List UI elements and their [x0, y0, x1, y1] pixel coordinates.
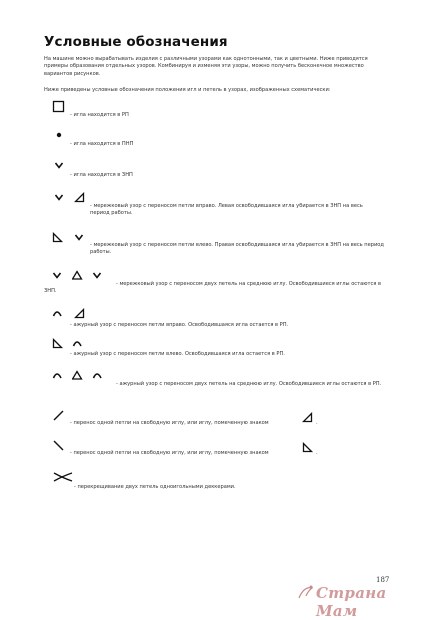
legend-text-end: .	[316, 450, 318, 456]
legend-text: - перекрещивание двух петель одноигольными деккерами.	[74, 484, 236, 490]
watermark: Страна Мам	[316, 584, 387, 620]
cross-transfer-icon	[52, 470, 74, 484]
dot-needle-icon	[54, 130, 66, 142]
legend-text-end: .	[316, 420, 318, 426]
legend-text: - ажурный узор с переносом петли влево. Освободившаяся игла остается в РП.	[70, 351, 285, 357]
transfer-triangle-right-icon	[74, 308, 86, 320]
marker-triangle-icon	[302, 412, 314, 424]
lead-paragraph: Ниже приведены условные обозначения положения игл и петель в узорах, изображенных схематически:	[44, 87, 331, 93]
legend-text: - ажурный узор с переносом петли вправо. Освободившаяся игла остается в РП.	[70, 322, 289, 328]
chevron-down-needle-icon	[54, 192, 66, 204]
lace-arc-icon	[72, 338, 84, 350]
legend-text: - мережковый узор с переносом петли вправо. Левая освободившаяся игла убирается в ЗНП на весь период работы.	[90, 203, 363, 217]
page-title: Условные обозначения	[44, 34, 228, 50]
legend-text: - мережковый узор с переносом петли влево. Правая освободившаяся игла убирается в ЗНП на весь период работы.	[90, 242, 384, 256]
transfer-triangle-left-icon	[52, 338, 64, 350]
stork-logo-icon	[296, 582, 316, 602]
legend-text: - ажурный узор с переносом двух петель на среднюю иглу. Освободившиеся иглы остаются в РП.	[116, 381, 382, 387]
square-needle-icon	[52, 100, 66, 114]
slash-transfer-icon	[52, 408, 66, 422]
page-number: 187	[376, 576, 390, 584]
chevron-down-needle-icon	[74, 232, 86, 244]
legend-text: - игла находится в ПНП	[70, 141, 134, 147]
chevron-down-needle-icon	[54, 160, 66, 172]
legend-text: - перенос одной петли на свободную иглу, или иглу, помеченную знаком	[70, 420, 269, 426]
legend-text: - мережковый узор с переносом двух петель на среднюю иглу. Освободившиеся иглы остаются в ЗНП.	[44, 281, 381, 295]
legend-text: - перенос одной петли на свободную иглу, или иглу, помеченную знаком	[70, 450, 269, 456]
backslash-transfer-icon	[52, 438, 66, 452]
lace-arc-icon	[52, 308, 64, 320]
transfer-triangle-left-icon	[52, 232, 64, 244]
transfer-triangle-right-icon	[74, 192, 86, 204]
legend-text: - игла находится в РП	[70, 112, 129, 118]
marker-triangle-icon	[302, 442, 314, 454]
legend-text: - игла находится в ЗНП	[70, 172, 133, 178]
intro-paragraph: На машине можно вырабатывать изделия с различными узорами как однотонными, так и цветными. Ниже приводятся примеры образования отдельных узоров. Комбинируя и изменяя эти узоры, можно получить бесконечное множество вариантов рисунков.	[44, 56, 368, 77]
